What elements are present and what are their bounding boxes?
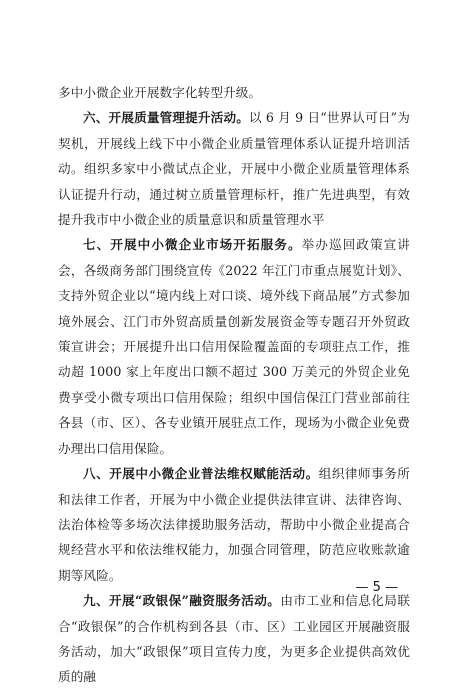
page-number: — 5 —: [355, 580, 398, 595]
paragraph-continuation: [58, 80, 410, 105]
paragraph-financing-service: [58, 588, 410, 690]
paragraph-text: 以 6 月 9 日“世界认可日”为契机，开展线上线下中小微企业质量管理体系认证提升培训活动。组织多家中小微试点企业，开展中小微企业质量管理体系认证提升行动，通过树立质量管理标杆，推广先进典型，有效提升我市中小微企业的质量意识和质量管理水平: [58, 110, 410, 228]
paragraph-legal-rights: [58, 461, 410, 588]
document-body: [58, 80, 410, 690]
paragraph-text: 举办巡回政策宣讲会，各级商务部门围绕宣传《2022 年江门市重点展览计划》、支持外贸企业以“境内线上对口谈、境外线下商品展”方式参加境外展会、江门市外贸高质量创新发展资金等专题召开外贸政策宣讲会；开展提升出口信用保险覆盖面的专项驻点工作，推动超 1000 家上年度出口额不超过 300 万美元的外贸企业免费享受小微专项出口信用保险；组织中国信保江门营业部前往各县（市、区）、各专业镇开展驻点工作，现场为小微企业免费办理出口信用保险。: [58, 237, 410, 456]
section-heading-8: 八、开展中小微企业普法维权赋能活动。: [83, 466, 319, 482]
paragraph-text: 多中小微企业开展数字化转型升级。: [58, 85, 262, 100]
paragraph-text: 组织律师事务所和法律工作者，开展为中小微企业提供法律宣讲、法律咨询、法治体检等多场次法律援助服务活动，帮助中小微企业提高合规经营水平和依法维权能力，加强合同管理，防范应收账款逾期等风险。: [58, 466, 410, 583]
section-heading-7: 七、开展中小微企业市场开拓服务。: [83, 237, 302, 253]
paragraph-quality-management: [58, 105, 410, 232]
section-heading-9: 九、开展“政银保”融资服务活动。: [83, 593, 281, 609]
paragraph-text: 由市工业和信息化局联合“政银保”的合作机构到各县（市、区）工业园区开展融资服务活动，加大“政银保”项目宣传力度，为更多企业提供高效优质的融: [58, 593, 411, 685]
paragraph-market-expansion: [58, 232, 410, 461]
section-heading-6: 六、开展质量管理提升活动。: [83, 110, 249, 126]
